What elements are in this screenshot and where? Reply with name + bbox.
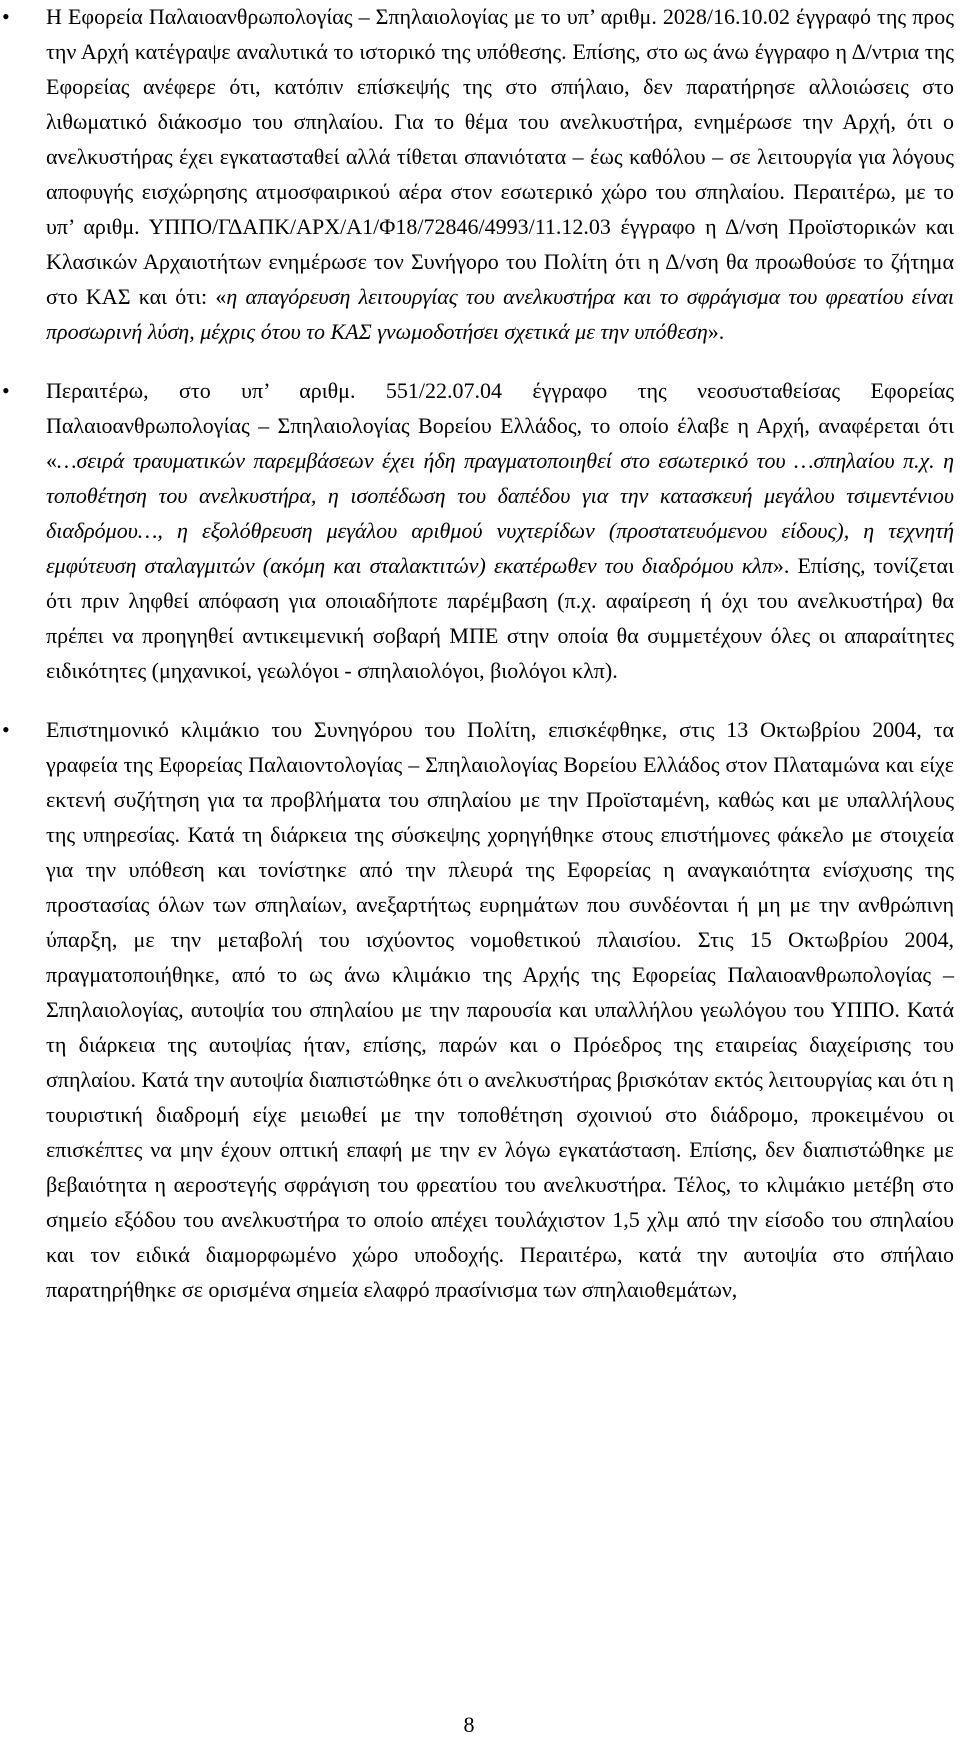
bullet-icon: • [2,4,10,29]
paragraph-text [46,0,954,349]
text-segment: Η Εφορεία Παλαιοανθρωπολογίας – Σπηλαιολογίας με το υπ’ αριθμ. 2028/16.10.02 έγγραφό της προς την Αρχή κατέγραψε αναλυτικά το ιστορικό της υπόθεσης. Επίσης, στο ως άνω έγγραφο η Δ/ντρια της Εφορείας ανέφερε ότι, κατόπιν επίσκεψής της στο σπήλαιο, δεν παρατήρησε αλλοιώσεις στο λιθωματικό διάκοσμο του σπηλαίου. Για το θέμα του ανελκυστήρα, ενημέρωσε την Αρχή, ότι ο ανελκυστήρας έχει εγκατασταθεί αλλά τίθεται σπανιότατα – έως καθόλου – σε λειτουργία για λόγους αποφυγής εισχώρησης ατμοσφαιρικού αέρα στον εσωτερικό χώρο του σπηλαίου. Περαιτέρω, με το υπ’ αριθμ. ΥΠΠΟ/ΓΔΑΠΚ/ΑΡΧ/Α1/Φ18/72846/4993/11.12.03 έγγραφο η Δ/νση Προϊστορικών και Κλασικών Αρχαιοτήτων ενημέρωσε τον Συνήγορο του Πολίτη ότι η Δ/νση θα προωθούσε το ζήτημα στο ΚΑΣ και ότι: « [46,4,954,309]
page-number: 8 [463,1712,475,1737]
bullet-icon: • [2,378,10,403]
text-segment: Επιστημονικό κλιμάκιο του Συνηγόρου του Πολίτη, επισκέφθηκε, στις 13 Οκτωβρίου 2004, τα γραφεία της Εφορείας Παλαιοντολογίας – Σπηλαιολογίας Βορείου Ελλάδος στον Πλαταμώνα και είχε εκτενή συζήτηση για τα προβλήματα του σπηλαίου με την Προϊσταμένη, καθώς και με υπαλλήλους της υπηρεσίας. Κατά τη διάρκεια της σύσκεψης χορηγήθηκε στους επιστήμονες φάκελο με στοιχεία για την υπόθεση και τονίστηκε από την πλευρά της Εφορείας η αναγκαιότητα ενίσχυσης της προστασίας όλων των σπηλαίων, ανεξαρτήτως ευρημάτων που συνδέονται ή μη με την ανθρώπινη ύπαρξη, με την μεταβολή του ισχύοντος νομοθετικού πλαισίου. Στις 15 Οκτωβρίου 2004, πραγματοποιήθηκε, από το ως άνω κλιμάκιο της Αρχής της Εφορείας Παλαιοανθρωπολογίας – Σπηλαιολογίας, αυτοψία του σπηλαίου με την παρουσία και υπαλλήλου γεωλόγου του ΥΠΠΟ. Κατά τη διάρκεια της αυτοψίας ήταν, επίσης, παρών και ο Πρόεδρος της εταιρείας διαχείρισης του σπηλαίου. Κατά την αυτοψία διαπιστώθηκε ότι ο ανελκυστήρας βρισκόταν εκτός λειτουργίας και ότι η τουριστική διαδρομή είχε μειωθεί με την τοποθέτηση σχοινιού στο διάδρομο, προκειμένου οι επισκέπτες να μην έχουν οπτική επαφή με την εν λόγω εγκατάσταση. Επίσης, δεν διαπιστώθηκε με βεβαιότητα η αεροστεγής σφράγιση του φρεατίου του ανελκυστήρα. Τέλος, το κλιμάκιο μετέβη στο σημείο εξόδου του ανελκυστήρα το οποίο απέχει τουλάχιστον 1,5 χλμ από την είσοδο του σπηλαίου και τον ειδικά διαμορφωμένο χώρο υποδοχής. Περαιτέρω, κατά την αυτοψία στο σπήλαιο παρατηρήθηκε σε ορισμένα σημεία ελαφρό πρασίνισμα των σπηλαιοθεμάτων, [46,717,954,1302]
text-segment: Περαιτέρω, στο υπ’ αριθμ. 551/22.07.04 έγγραφο της νεοσυσταθείσας Εφορείας Παλαιοανθρωπολογίας – Σπηλαιολογίας Βορείου Ελλάδος, το οποίο έλαβε η Αρχή, αναφέρεται ότι « [46,378,954,473]
text-segment: ». Επίσης, τονίζεται ότι πριν ληφθεί απόφαση για οποιαδήποτε παρέμβαση (π.χ. αφαίρεση ή όχι του ανελκυστήρα) θα πρέπει να προηγηθεί αντικειμενική σοβαρή ΜΠΕ στην οποία θα συμμετέχουν όλες οι απαραίτητες ειδικότητες (μηχανικοί, γεωλόγοι - σπηλαιολόγοι, βιολόγοι κλπ). [46,553,954,683]
paragraph-text [46,712,954,1307]
italic-text-segment: …σειρά τραυματικών παρεμβάσεων έχει ήδη πραγματοποιηθεί στο εσωτερικό του …σπηλαίου π.χ. η τοποθέτηση του ανελκυστήρα, η ισοπέδωση του δαπέδου για την κατασκευή μεγάλου τσιμεντένιου διαδρόμου…, η εξολόθρευση μεγάλου αριθμού νυχτερίδων (προστατευόμενου είδους), η τεχνητή εμφύτευση σταλαγμιτών (ακόμη και σταλακτιτών) εκατέρωθεν του διαδρόμου κλπ [46,448,954,578]
paragraph-text [46,373,954,688]
text-segment: ». [707,319,725,344]
bullet-icon: • [2,717,10,742]
list-item [0,712,954,1307]
page-number-container [0,1710,930,1740]
list-item [0,0,954,349]
list-item [0,373,954,688]
italic-text-segment: η απαγόρευση λειτουργίας του ανελκυστήρα και το σφράγισμα του φρεατίου είναι προσωρινή λύση, μέχρις ότου το ΚΑΣ γνωμοδοτήσει σχετικά με την υπόθεση [46,284,954,344]
